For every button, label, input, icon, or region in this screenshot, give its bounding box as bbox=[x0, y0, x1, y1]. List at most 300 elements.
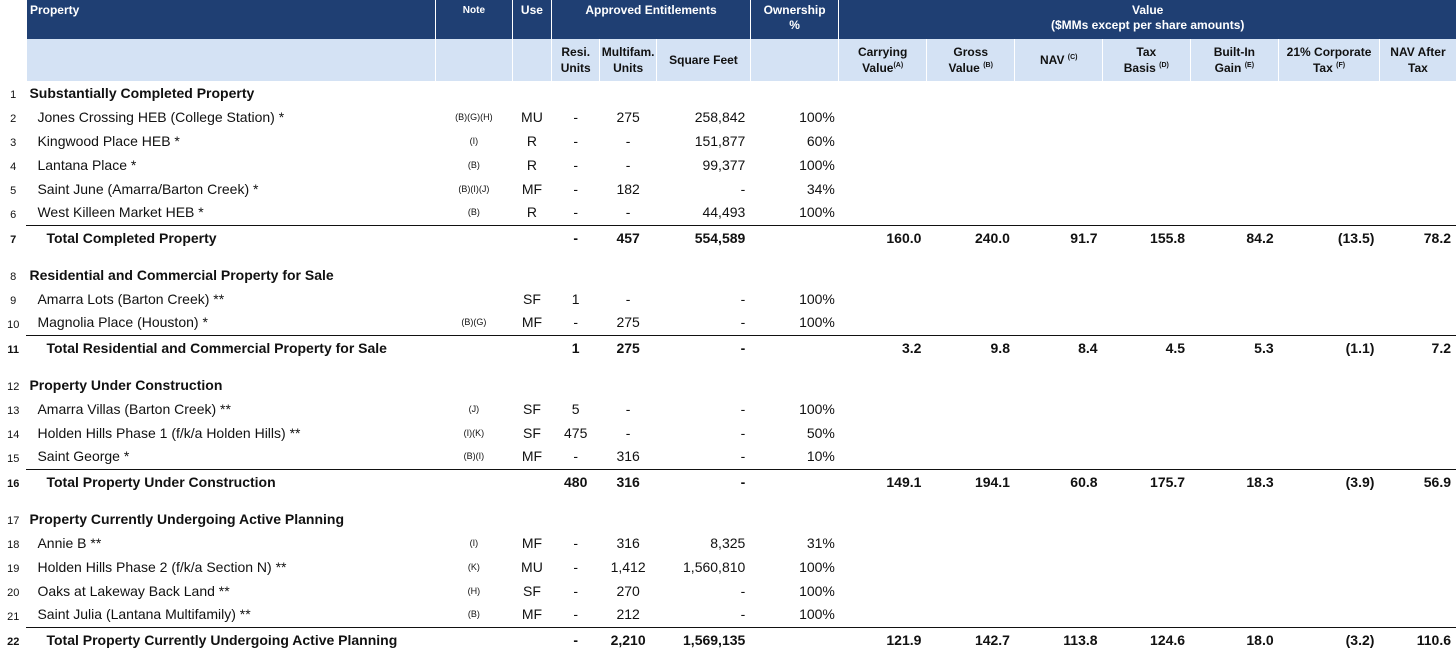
empty-value-cell bbox=[1015, 603, 1103, 627]
empty-value-cell bbox=[1103, 531, 1191, 555]
empty-value-cell bbox=[1190, 579, 1279, 603]
empty-value-cell bbox=[1190, 287, 1279, 311]
empty-value-cell bbox=[839, 201, 927, 225]
note-cell: (B)(G)(H) bbox=[455, 111, 493, 122]
multifam-units-cell: - bbox=[625, 290, 631, 307]
property-name: Saint June (Amarra/Barton Creek) * bbox=[37, 180, 259, 197]
empty-value-cell bbox=[1103, 201, 1191, 225]
ownership-cell bbox=[750, 225, 839, 251]
multifam-units-cell: 316 bbox=[600, 469, 657, 495]
use-cell: SF bbox=[522, 290, 541, 307]
header-blank-use bbox=[512, 39, 552, 81]
square-feet-cell: 44,493 bbox=[702, 204, 746, 221]
use-cell: SF bbox=[522, 424, 541, 441]
total-row bbox=[0, 469, 1456, 495]
header-property: Property bbox=[26, 0, 435, 39]
table-row bbox=[0, 129, 1456, 153]
header-carrying-value-sup: (A) bbox=[893, 62, 904, 69]
property-name: Saint George * bbox=[37, 448, 130, 465]
table-row bbox=[0, 421, 1456, 445]
multifam-units-cell: 182 bbox=[616, 180, 640, 197]
empty-value-cell bbox=[1279, 129, 1380, 153]
empty-value-cell bbox=[1015, 177, 1103, 201]
line-number: 12 bbox=[7, 380, 20, 393]
resi-units-cell: - bbox=[552, 225, 600, 251]
multifam-units-cell: - bbox=[625, 204, 631, 221]
note-cell: (I)(K) bbox=[463, 427, 485, 438]
ownership-cell: 100% bbox=[799, 204, 835, 221]
line-number: 10 bbox=[7, 318, 20, 331]
empty-value-cell bbox=[1279, 153, 1380, 177]
line-number: 2 bbox=[10, 112, 17, 125]
empty-value-cell bbox=[926, 579, 1015, 603]
header-note: Note bbox=[436, 0, 512, 39]
header-gross-value-label: Gross Value bbox=[948, 45, 989, 75]
empty-value-cell bbox=[839, 153, 927, 177]
table-row bbox=[0, 603, 1456, 627]
resi-units-cell: 1 bbox=[552, 335, 600, 361]
empty-value-cell bbox=[839, 129, 927, 153]
table-row bbox=[0, 177, 1456, 201]
square-feet-cell: - bbox=[657, 469, 751, 495]
multifam-units-cell: 275 bbox=[600, 335, 657, 361]
square-feet-cell: 99,377 bbox=[702, 156, 746, 173]
tax-basis-cell: 4.5 bbox=[1103, 335, 1191, 361]
note-cell: (B) bbox=[467, 609, 480, 620]
property-name: Annie B ** bbox=[37, 534, 102, 551]
spacer-cell bbox=[0, 361, 1456, 373]
header-entitlements: Approved Entitlements bbox=[552, 0, 751, 39]
multifam-units-cell: 2,210 bbox=[600, 627, 657, 653]
gross-value-cell: 142.7 bbox=[926, 627, 1015, 653]
table-row bbox=[0, 397, 1456, 421]
empty-value-cell bbox=[1379, 105, 1456, 129]
total-label: Total Property Currently Undergoing Active Planning bbox=[26, 627, 551, 653]
table-row bbox=[0, 311, 1456, 335]
corporate-tax-cell: (1.1) bbox=[1279, 335, 1380, 361]
empty-value-cell bbox=[839, 445, 927, 469]
empty-value-cell bbox=[926, 445, 1015, 469]
ownership-cell: 10% bbox=[806, 448, 835, 465]
header-resi-units-label: Resi. Units bbox=[560, 45, 591, 75]
ownership-cell: 100% bbox=[799, 400, 835, 417]
use-cell: MF bbox=[521, 314, 543, 331]
empty-value-cell bbox=[1015, 421, 1103, 445]
resi-units-cell: - bbox=[573, 448, 579, 465]
ownership-cell: 100% bbox=[799, 314, 835, 331]
ownership-cell: 100% bbox=[799, 290, 835, 307]
built-in-gain-cell: 5.3 bbox=[1190, 335, 1279, 361]
multifam-units-cell: 316 bbox=[616, 448, 640, 465]
resi-units-cell: 475 bbox=[564, 424, 588, 441]
header-blank-note bbox=[436, 39, 512, 81]
empty-value-cell bbox=[1379, 153, 1456, 177]
property-name: Holden Hills Phase 2 (f/k/a Section N) ** bbox=[37, 558, 287, 575]
empty-value-cell bbox=[926, 311, 1015, 335]
empty-value-cell bbox=[1015, 579, 1103, 603]
note-cell: (I) bbox=[469, 537, 479, 548]
resi-units-cell: - bbox=[573, 582, 579, 599]
use-cell: SF bbox=[522, 400, 541, 417]
ownership-cell: 31% bbox=[806, 534, 835, 551]
corporate-tax-cell: (3.2) bbox=[1279, 627, 1380, 653]
header-blank-2 bbox=[0, 39, 26, 81]
total-row bbox=[0, 335, 1456, 361]
empty-value-cell bbox=[1015, 555, 1103, 579]
empty-value-cell bbox=[1103, 311, 1191, 335]
ownership-cell: 100% bbox=[799, 582, 835, 599]
use-cell: SF bbox=[522, 582, 541, 599]
empty-value-cell bbox=[1015, 531, 1103, 555]
property-name: Holden Hills Phase 1 (f/k/a Holden Hills) ** bbox=[37, 424, 301, 441]
spacer-cell bbox=[0, 251, 1456, 263]
table-body bbox=[0, 81, 1456, 653]
empty-value-cell bbox=[1279, 531, 1380, 555]
empty-value-cell bbox=[1103, 603, 1191, 627]
header-carrying-value-label: Carrying Value bbox=[857, 45, 908, 75]
empty-value-cell bbox=[1279, 421, 1380, 445]
empty-value-cell bbox=[1190, 603, 1279, 627]
property-name: Oaks at Lakeway Back Land ** bbox=[37, 582, 230, 599]
empty-value-cell bbox=[839, 603, 927, 627]
empty-value-cell bbox=[1190, 311, 1279, 335]
table-row bbox=[0, 153, 1456, 177]
line-number: 17 bbox=[7, 514, 20, 527]
square-feet-cell: 8,325 bbox=[710, 534, 746, 551]
header-corp-tax bbox=[1279, 39, 1380, 81]
multifam-units-cell: 275 bbox=[616, 314, 640, 331]
empty-value-cell bbox=[1015, 129, 1103, 153]
header-square-feet: Square Feet bbox=[657, 39, 751, 81]
empty-value-cell bbox=[839, 421, 927, 445]
line-number: 1 bbox=[10, 88, 17, 101]
header-value bbox=[839, 0, 1456, 39]
empty-value-cell bbox=[1190, 445, 1279, 469]
empty-value-cell bbox=[1190, 531, 1279, 555]
header-ownership-label: Ownership % bbox=[763, 3, 826, 32]
note-cell: (B) bbox=[467, 159, 480, 170]
header-value-title: Value bbox=[1132, 3, 1164, 17]
total-label: Total Residential and Commercial Property for Sale bbox=[26, 335, 551, 361]
square-feet-cell: 1,569,135 bbox=[657, 627, 751, 653]
use-cell: MF bbox=[521, 180, 543, 197]
ownership-cell: 34% bbox=[806, 180, 835, 197]
line-number: 20 bbox=[7, 586, 20, 599]
empty-value-cell bbox=[1379, 579, 1456, 603]
empty-value-cell bbox=[1103, 129, 1191, 153]
property-name: Jones Crossing HEB (College Station) * bbox=[37, 108, 285, 125]
empty-value-cell bbox=[926, 555, 1015, 579]
resi-units-cell: - bbox=[573, 314, 579, 331]
use-cell: MF bbox=[521, 448, 543, 465]
header-built-in-gain-label: Built-In Gain bbox=[1213, 45, 1256, 75]
nav-after-tax-cell: 78.2 bbox=[1379, 225, 1456, 251]
header-nav-after-tax bbox=[1379, 39, 1456, 81]
square-feet-cell: - bbox=[657, 335, 751, 361]
resi-units-cell: - bbox=[573, 606, 579, 623]
resi-units-cell: - bbox=[573, 108, 579, 125]
empty-value-cell bbox=[1103, 579, 1191, 603]
header-nav-after-tax-label: NAV After Tax bbox=[1390, 45, 1446, 75]
square-feet-cell: - bbox=[740, 606, 746, 623]
note-cell bbox=[436, 287, 512, 311]
property-name: Amarra Lots (Barton Creek) ** bbox=[37, 290, 225, 307]
resi-units-cell: 1 bbox=[571, 290, 580, 307]
header-built-in-gain-sup: (E) bbox=[1244, 62, 1255, 69]
resi-units-cell: - bbox=[573, 156, 579, 173]
square-feet-cell: 258,842 bbox=[694, 108, 746, 125]
empty-value-cell bbox=[1015, 311, 1103, 335]
header-nav bbox=[1015, 39, 1103, 81]
empty-value-cell bbox=[1015, 105, 1103, 129]
property-name: Lantana Place * bbox=[37, 156, 137, 173]
table-row bbox=[0, 287, 1456, 311]
empty-value-cell bbox=[1103, 445, 1191, 469]
empty-value-cell bbox=[839, 105, 927, 129]
multifam-units-cell: 457 bbox=[600, 225, 657, 251]
empty-value-cell bbox=[1379, 397, 1456, 421]
ownership-cell: 50% bbox=[806, 424, 835, 441]
header-blank bbox=[0, 0, 26, 39]
empty-value-cell bbox=[1190, 105, 1279, 129]
gross-value-cell: 240.0 bbox=[926, 225, 1015, 251]
ownership-cell bbox=[750, 627, 839, 653]
empty-value-cell bbox=[1190, 555, 1279, 579]
note-cell: (B)(I)(J) bbox=[458, 183, 490, 194]
header-tax-basis bbox=[1103, 39, 1191, 81]
property-name: Kingwood Place HEB * bbox=[37, 132, 180, 149]
header-row-top bbox=[0, 0, 1456, 39]
carrying-value-cell: 160.0 bbox=[839, 225, 927, 251]
header-use: Use bbox=[512, 0, 552, 39]
resi-units-cell: - bbox=[573, 180, 579, 197]
use-cell: R bbox=[526, 132, 537, 149]
square-feet-cell: - bbox=[740, 400, 746, 417]
line-number: 22 bbox=[7, 635, 20, 648]
note-cell: (H) bbox=[467, 585, 481, 596]
nav-cell: 113.8 bbox=[1015, 627, 1103, 653]
note-cell: (K) bbox=[467, 561, 480, 572]
line-number: 7 bbox=[10, 233, 17, 246]
property-name: Magnolia Place (Houston) * bbox=[37, 314, 208, 331]
empty-value-cell bbox=[926, 129, 1015, 153]
resi-units-cell: - bbox=[573, 204, 579, 221]
header-corp-tax-label: 21% Corporate Tax bbox=[1286, 45, 1372, 75]
spacer-row bbox=[0, 251, 1456, 263]
multifam-units-cell: 275 bbox=[616, 108, 640, 125]
nav-after-tax-cell: 110.6 bbox=[1379, 627, 1456, 653]
empty-value-cell bbox=[1103, 287, 1191, 311]
note-cell: (B) bbox=[467, 207, 480, 218]
multifam-units-cell: 212 bbox=[616, 606, 640, 623]
section-row bbox=[0, 507, 1456, 531]
line-number: 5 bbox=[10, 184, 17, 197]
empty-value-cell bbox=[1103, 177, 1191, 201]
nav-cell: 8.4 bbox=[1015, 335, 1103, 361]
line-number: 18 bbox=[7, 538, 20, 551]
empty-value-cell bbox=[926, 177, 1015, 201]
empty-value-cell bbox=[1279, 105, 1380, 129]
multifam-units-cell: - bbox=[625, 132, 631, 149]
empty-value-cell bbox=[1279, 579, 1380, 603]
line-number: 6 bbox=[10, 208, 17, 221]
property-name: Amarra Villas (Barton Creek) ** bbox=[37, 400, 231, 417]
nav-cell: 60.8 bbox=[1015, 469, 1103, 495]
empty-value-cell bbox=[1190, 421, 1279, 445]
empty-value-cell bbox=[926, 603, 1015, 627]
empty-value-cell bbox=[1015, 397, 1103, 421]
empty-value-cell bbox=[1379, 201, 1456, 225]
empty-value-cell bbox=[1279, 445, 1380, 469]
multifam-units-cell: 1,412 bbox=[610, 558, 646, 575]
empty-value-cell bbox=[1103, 421, 1191, 445]
empty-value-cell bbox=[1279, 555, 1380, 579]
square-feet-cell: - bbox=[740, 290, 746, 307]
section-title: Property Under Construction bbox=[29, 376, 223, 393]
header-multifam-units bbox=[600, 39, 657, 81]
total-row bbox=[0, 627, 1456, 653]
tax-basis-cell: 155.8 bbox=[1103, 225, 1191, 251]
header-row-sub bbox=[0, 39, 1456, 81]
table-row bbox=[0, 105, 1456, 129]
line-number: 8 bbox=[10, 270, 17, 283]
header-carrying-value bbox=[839, 39, 927, 81]
table-row bbox=[0, 579, 1456, 603]
empty-value-cell bbox=[1103, 397, 1191, 421]
empty-value-cell bbox=[1379, 177, 1456, 201]
empty-value-cell bbox=[926, 105, 1015, 129]
resi-units-cell: - bbox=[573, 558, 579, 575]
empty-value-cell bbox=[1015, 445, 1103, 469]
empty-value-cell bbox=[1190, 129, 1279, 153]
ownership-cell: 100% bbox=[799, 156, 835, 173]
nav-after-tax-cell: 7.2 bbox=[1379, 335, 1456, 361]
empty-value-cell bbox=[926, 531, 1015, 555]
built-in-gain-cell: 84.2 bbox=[1190, 225, 1279, 251]
empty-value-cell bbox=[1279, 177, 1380, 201]
empty-value-cell bbox=[1279, 201, 1380, 225]
resi-units-cell: 5 bbox=[571, 400, 580, 417]
square-feet-cell: - bbox=[740, 314, 746, 331]
built-in-gain-cell: 18.3 bbox=[1190, 469, 1279, 495]
empty-value-cell bbox=[1379, 445, 1456, 469]
spacer-cell bbox=[0, 495, 1456, 507]
empty-value-cell bbox=[1103, 555, 1191, 579]
section-row bbox=[0, 373, 1456, 397]
empty-value-cell bbox=[839, 177, 927, 201]
ownership-cell bbox=[750, 469, 839, 495]
empty-value-cell bbox=[926, 287, 1015, 311]
line-number: 19 bbox=[7, 562, 20, 575]
header-gross-value-sup: (B) bbox=[983, 62, 993, 69]
header-multifam-units-label: Multifam. Units bbox=[601, 45, 655, 75]
header-resi-units bbox=[552, 39, 600, 81]
square-feet-cell: - bbox=[740, 424, 746, 441]
multifam-units-cell: - bbox=[625, 156, 631, 173]
empty-value-cell bbox=[1015, 153, 1103, 177]
empty-value-cell bbox=[839, 287, 927, 311]
square-feet-cell: - bbox=[740, 180, 746, 197]
built-in-gain-cell: 18.0 bbox=[1190, 627, 1279, 653]
header-tax-basis-sup: (D) bbox=[1159, 62, 1169, 69]
empty-value-cell bbox=[1279, 287, 1380, 311]
ownership-cell: 100% bbox=[799, 558, 835, 575]
empty-value-cell bbox=[1379, 555, 1456, 579]
header-ownership bbox=[750, 0, 839, 39]
line-number: 16 bbox=[7, 477, 20, 490]
use-cell: MU bbox=[521, 108, 543, 125]
empty-value-cell bbox=[1103, 105, 1191, 129]
empty-value-cell bbox=[926, 421, 1015, 445]
empty-value-cell bbox=[1379, 421, 1456, 445]
nav-cell: 91.7 bbox=[1015, 225, 1103, 251]
empty-value-cell bbox=[1379, 603, 1456, 627]
resi-units-cell: - bbox=[573, 132, 579, 149]
header-blank-prop bbox=[26, 39, 435, 81]
section-title: Property Currently Undergoing Active Planning bbox=[29, 510, 344, 527]
ownership-cell bbox=[750, 335, 839, 361]
carrying-value-cell: 121.9 bbox=[839, 627, 927, 653]
square-feet-cell: 554,589 bbox=[657, 225, 751, 251]
empty-value-cell bbox=[839, 555, 927, 579]
gross-value-cell: 194.1 bbox=[926, 469, 1015, 495]
line-number: 13 bbox=[7, 404, 20, 417]
line-number: 9 bbox=[10, 294, 17, 307]
note-cell: (B)(G) bbox=[461, 317, 487, 328]
total-row bbox=[0, 225, 1456, 251]
nav-after-tax-cell: 56.9 bbox=[1379, 469, 1456, 495]
empty-value-cell bbox=[1190, 177, 1279, 201]
empty-value-cell bbox=[839, 531, 927, 555]
square-feet-cell: 1,560,810 bbox=[683, 558, 746, 575]
multifam-units-cell: - bbox=[625, 400, 631, 417]
table-row bbox=[0, 445, 1456, 469]
section-row bbox=[0, 81, 1456, 105]
note-cell: (I) bbox=[469, 135, 479, 146]
ownership-cell: 100% bbox=[799, 108, 835, 125]
section-title: Residential and Commercial Property for Sale bbox=[29, 266, 334, 283]
square-feet-cell: - bbox=[740, 582, 746, 599]
property-name: Saint Julia (Lantana Multifamily) ** bbox=[37, 606, 251, 623]
line-number: 4 bbox=[10, 160, 17, 173]
square-feet-cell: - bbox=[740, 448, 746, 465]
table-header bbox=[0, 0, 1456, 81]
section-title: Substantially Completed Property bbox=[29, 84, 255, 101]
header-corp-tax-sup: (F) bbox=[1336, 62, 1346, 69]
empty-value-cell bbox=[1379, 531, 1456, 555]
note-cell: (J) bbox=[468, 403, 480, 414]
carrying-value-cell: 3.2 bbox=[839, 335, 927, 361]
spacer-row bbox=[0, 361, 1456, 373]
spacer-row bbox=[0, 495, 1456, 507]
use-cell: MU bbox=[521, 558, 543, 575]
square-feet-cell: 151,877 bbox=[694, 132, 746, 149]
empty-value-cell bbox=[1190, 397, 1279, 421]
empty-value-cell bbox=[839, 311, 927, 335]
empty-value-cell bbox=[1279, 311, 1380, 335]
resi-units-cell: - bbox=[552, 627, 600, 653]
total-label: Total Property Under Construction bbox=[26, 469, 551, 495]
use-cell: MF bbox=[521, 606, 543, 623]
header-nav-sup: (C) bbox=[1067, 54, 1078, 61]
empty-value-cell bbox=[1103, 153, 1191, 177]
table-row bbox=[0, 201, 1456, 225]
use-cell: MF bbox=[521, 534, 543, 551]
line-number: 11 bbox=[7, 343, 20, 356]
total-label: Total Completed Property bbox=[26, 225, 551, 251]
empty-value-cell bbox=[1379, 129, 1456, 153]
tax-basis-cell: 124.6 bbox=[1103, 627, 1191, 653]
